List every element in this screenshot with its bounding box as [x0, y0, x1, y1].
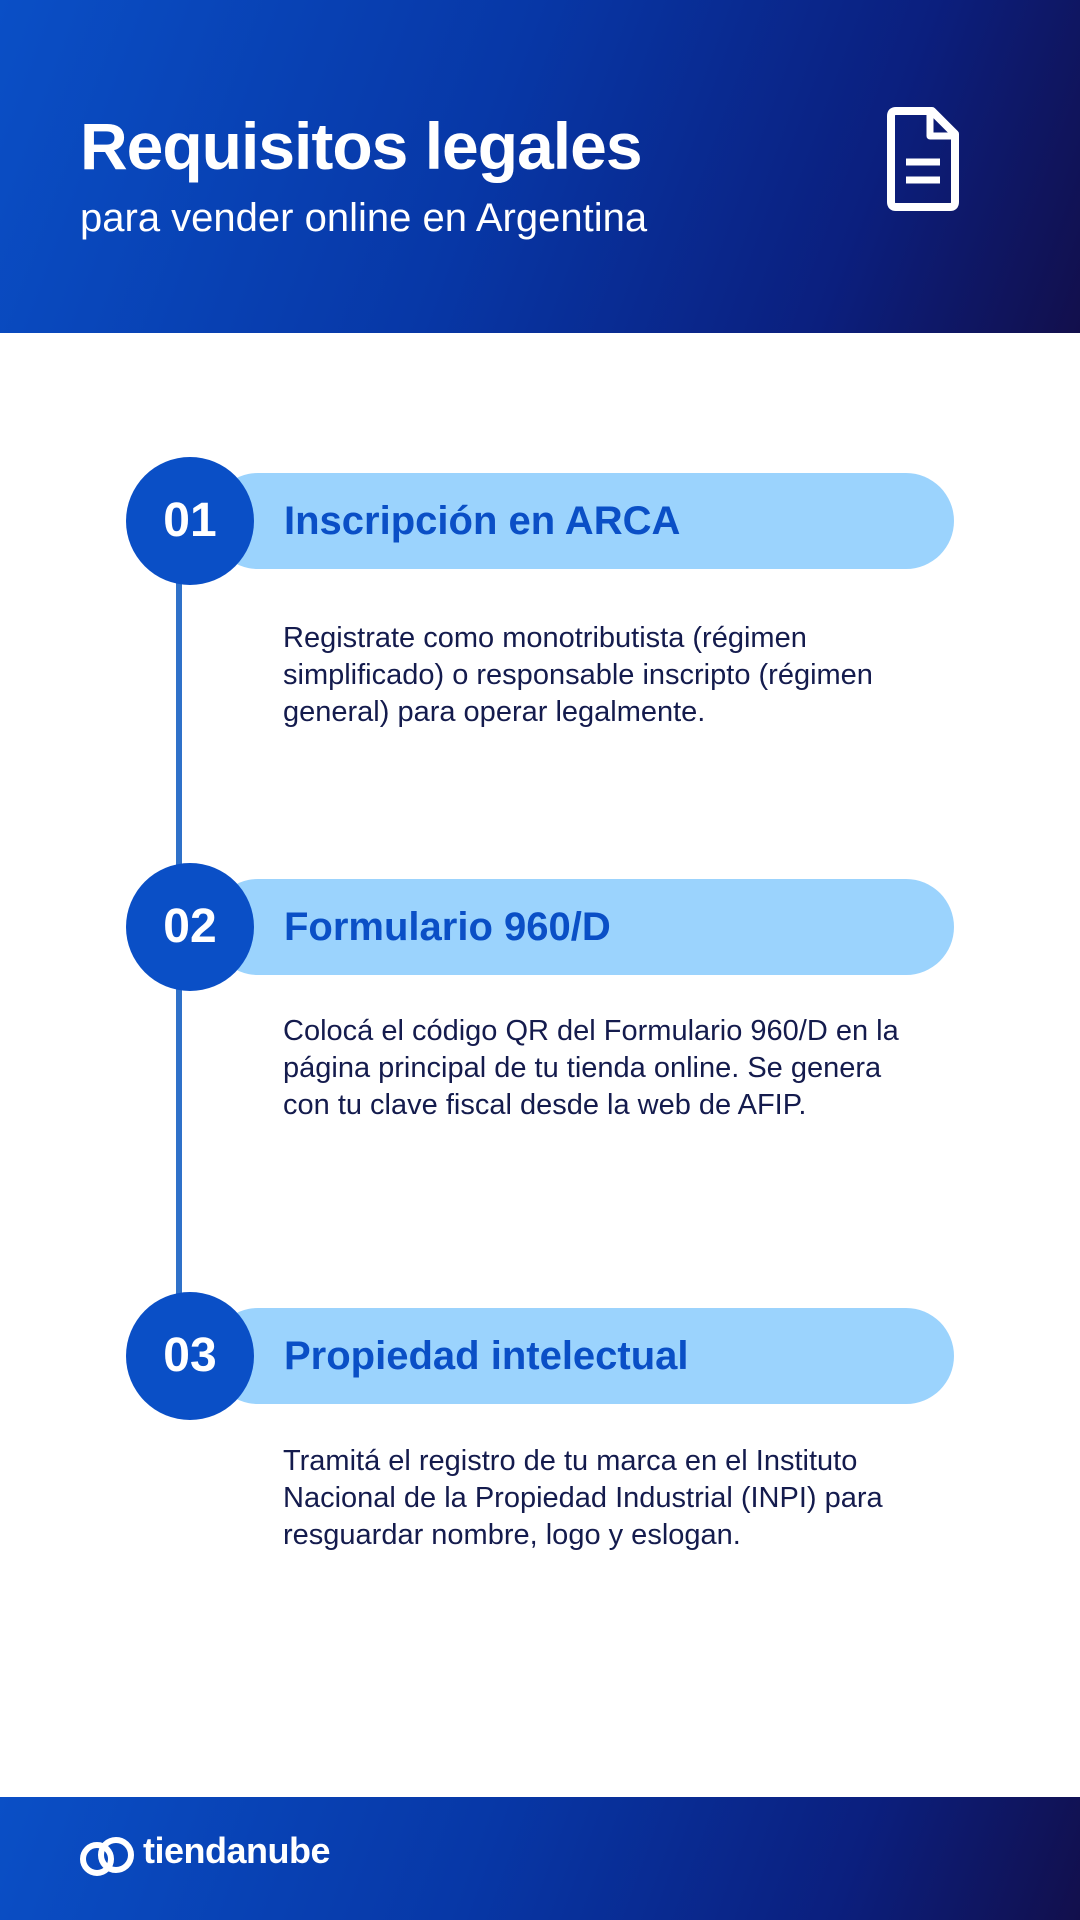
- step-1-description: Registrate como monotributista (régimen simplificado) o responsable inscripto (régimen general) para operar legalmente.: [283, 622, 873, 728]
- step-2-title: Formulario 960/D: [284, 905, 611, 949]
- step-3-description: Tramitá el registro de tu marca en el Instituto Nacional de la Propiedad Industrial (INPI) para resguardar nombre, logo y eslogan.: [283, 1445, 883, 1551]
- document-icon: [886, 106, 960, 212]
- step-1-title-bar: [210, 473, 954, 569]
- step-2-title-bar: [210, 879, 954, 975]
- page-subtitle: para vender online en Argentina: [80, 196, 648, 240]
- step-3-number-badge: 03: [126, 1292, 254, 1420]
- step-3-title-bar: [210, 1308, 954, 1404]
- tiendanube-logo-icon: [78, 1835, 136, 1879]
- step-3-title: Propiedad intelectual: [284, 1334, 689, 1378]
- step-1-number-badge: 01: [126, 457, 254, 585]
- step-2-number-badge: 02: [126, 863, 254, 991]
- page-title: Requisitos legales: [80, 109, 642, 183]
- step-2-description: Colocá el código QR del Formulario 960/D en la página principal de tu tienda online. Se genera con tu clave fiscal desde la web de AFIP.: [283, 1015, 899, 1121]
- step-1-title: Inscripción en ARCA: [284, 499, 681, 543]
- brand-logo-text: tiendanube: [143, 1830, 331, 1871]
